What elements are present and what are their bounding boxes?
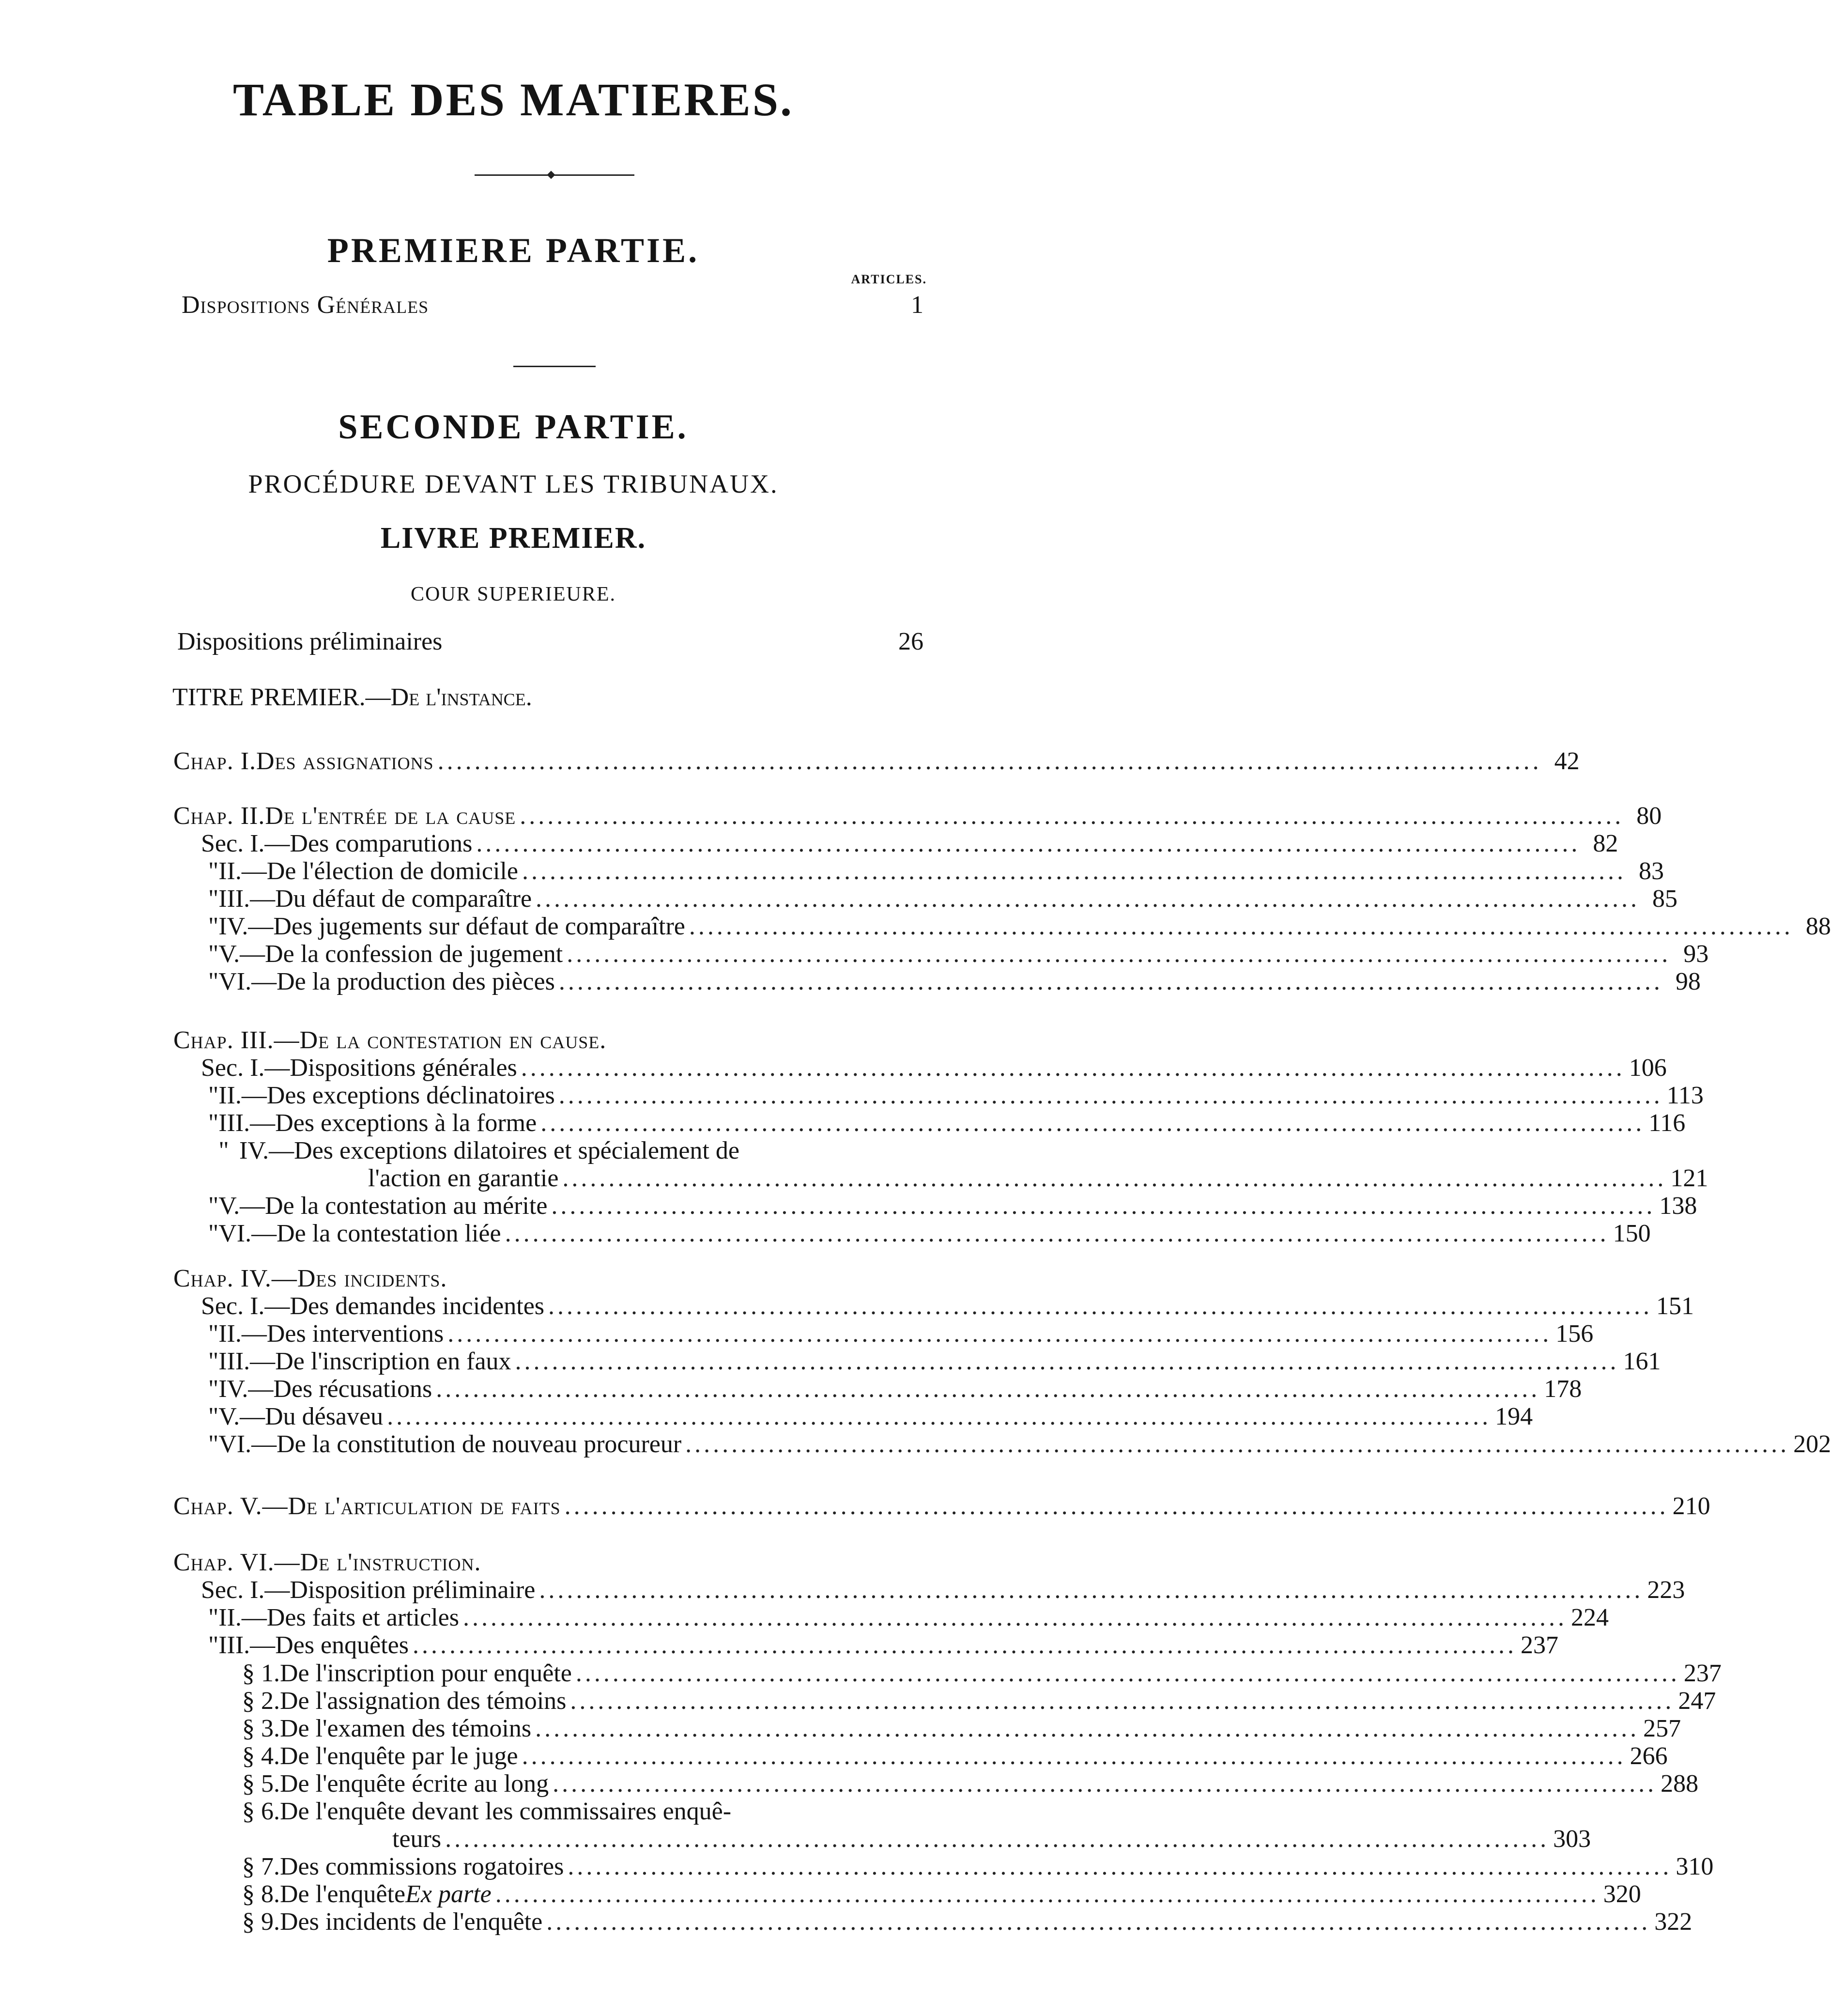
toc-row xyxy=(173,802,1662,831)
section-prefix: IV.— xyxy=(218,1375,274,1403)
section-text: De l'inscription en faux xyxy=(275,1348,511,1375)
paragraph-number: 257 xyxy=(1643,1715,1681,1742)
section-prefix: VI.— xyxy=(218,968,277,995)
section-prefix: III.— xyxy=(218,1109,276,1137)
ditto-mark: " xyxy=(208,885,219,913)
cour-heading: COUR SUPERIEURE. xyxy=(410,583,616,605)
leader-dots: ........................................................................................................................ xyxy=(539,1576,1644,1604)
section-prefix: III.— xyxy=(218,1348,276,1375)
section-prefix: VI.— xyxy=(218,1430,277,1458)
paragraph-text: De l'inscription pour enquête xyxy=(280,1659,572,1687)
toc-row xyxy=(208,1603,1609,1632)
entry-number: 26 xyxy=(898,628,923,655)
paragraph-text: De l'enquête devant les commissaires enquê- xyxy=(280,1798,732,1825)
leader-dots: ........................................................................................................................ xyxy=(437,747,1542,775)
paragraph-prefix: § 3. xyxy=(242,1715,280,1742)
section-number: 194 xyxy=(1495,1403,1533,1430)
leader-dots: ........................................................................................................................ xyxy=(568,1853,1672,1880)
ditto-mark: " xyxy=(208,1430,219,1458)
leader-dots: ........................................................................................................................ xyxy=(689,913,1793,940)
chapter-title: Des assignations xyxy=(256,747,434,775)
paragraph-number: 237 xyxy=(1683,1659,1722,1687)
divider-ornament xyxy=(547,171,555,179)
section-prefix: V.— xyxy=(218,940,265,968)
section-text: Des récusations xyxy=(273,1375,432,1403)
leader-dots: ........................................................................................................................ xyxy=(522,1742,1626,1770)
section-number: 88 xyxy=(1805,913,1831,940)
section-text: Des exceptions à la forme xyxy=(275,1109,537,1137)
chapter-label: Chap. III.— xyxy=(173,1026,300,1054)
part2-heading: SECONDE PARTIE. xyxy=(338,407,689,446)
section-text: Des exceptions dilatoires et spécialement de xyxy=(294,1137,739,1164)
paragraph-text: De l'enquête par le juge xyxy=(280,1742,518,1770)
leader-dots: ........................................................................................................................ xyxy=(546,1908,1651,1936)
toc-row xyxy=(242,1714,1681,1743)
toc-row xyxy=(208,1136,923,1165)
paragraph-prefix: § 4. xyxy=(242,1742,280,1770)
paragraph-text: De l'enquête écrite au long xyxy=(280,1770,549,1798)
section-text: Des jugements sur défaut de comparaître xyxy=(273,913,685,940)
section-prefix: VI.— xyxy=(218,1220,277,1247)
continuation-text: teurs xyxy=(392,1825,442,1853)
ditto-mark: " xyxy=(208,1109,219,1137)
ditto-mark: " xyxy=(208,968,219,995)
toc-row xyxy=(208,1192,1697,1221)
entry-label: Dispositions Générales xyxy=(182,291,429,319)
leader-dots: ........................................................................................................................ xyxy=(387,1403,1492,1430)
toc-row xyxy=(173,1026,923,1055)
section-number: 150 xyxy=(1613,1220,1651,1247)
toc-row xyxy=(173,1548,923,1577)
section-prefix: II.— xyxy=(218,1320,267,1348)
chapter-title: De l'entrée de la cause xyxy=(265,802,516,830)
paragraph-text: Des commissions rogatoires xyxy=(280,1853,564,1880)
leader-dots: ........................................................................................................................ xyxy=(520,802,1624,830)
toc-row xyxy=(201,1054,1667,1083)
toc-row xyxy=(173,1492,1710,1521)
section-number: 151 xyxy=(1656,1292,1694,1320)
toc-row xyxy=(208,967,1701,996)
leader-dots: ........................................................................................................................ xyxy=(685,1430,1790,1458)
toc-row xyxy=(242,1907,1693,1937)
paragraph-prefix: § 7. xyxy=(242,1853,280,1880)
ditto-mark: " xyxy=(208,1403,219,1430)
leader-dots: ........................................................................................................................ xyxy=(570,1687,1675,1715)
paragraph-number: 247 xyxy=(1678,1687,1716,1715)
section-prefix: IV.— xyxy=(239,1137,294,1164)
toc-row xyxy=(201,829,1618,858)
articles-column-label: ARTICLES. xyxy=(851,272,927,286)
section-number: 82 xyxy=(1593,830,1618,857)
leader-dots: ........................................................................................................................ xyxy=(436,1375,1540,1403)
section-text: Du désaveu xyxy=(265,1403,384,1430)
ditto-mark: " xyxy=(208,940,219,968)
section-number: 161 xyxy=(1623,1348,1661,1375)
paragraph-number: 322 xyxy=(1654,1908,1693,1936)
section-text: De l'élection de domicile xyxy=(266,857,518,885)
titre-main: TITRE PREMIER.— xyxy=(172,683,391,711)
chapter-label: Chap. IV.— xyxy=(173,1265,297,1292)
section-text: Des faits et articles xyxy=(266,1604,459,1631)
paragraph-number: 266 xyxy=(1630,1742,1668,1770)
toc-row xyxy=(242,1687,1716,1716)
entry-number: 1 xyxy=(911,291,923,319)
paragraph-number: 303 xyxy=(1553,1825,1591,1853)
section-number: 156 xyxy=(1555,1320,1594,1348)
leader-dots: ........................................................................................................................ xyxy=(445,1825,1550,1853)
leader-dots: ........................................................................................................................ xyxy=(535,1715,1640,1742)
chapter-title: De l'articulation de faits xyxy=(288,1492,561,1520)
section-number: 113 xyxy=(1666,1082,1704,1109)
leader-dots: ........................................................................................................................ xyxy=(522,857,1626,885)
section-number: 121 xyxy=(1670,1164,1708,1192)
page-title: TABLE DES MATIERES. xyxy=(232,74,794,125)
section-text: De la constitution de nouveau procureur xyxy=(277,1430,682,1458)
ditto-mark: " xyxy=(208,1348,219,1375)
toc-row xyxy=(242,1742,1668,1771)
chapter-title: Des incidents. xyxy=(297,1265,447,1292)
section-text: Des interventions xyxy=(266,1320,444,1348)
section-text: Des comparutions xyxy=(290,830,473,857)
paragraph-prefix: § 6. xyxy=(242,1798,280,1825)
toc-row xyxy=(173,1264,923,1293)
paragraph-prefix: § 1. xyxy=(242,1659,280,1687)
section-prefix: Sec. I.— xyxy=(201,1292,290,1320)
titre-sub: De l'instance. xyxy=(390,683,532,711)
leader-dots: ........................................................................................................................ xyxy=(447,1320,1552,1348)
toc-row xyxy=(208,1347,1661,1376)
leader-dots: ........................................................................................................................ xyxy=(562,1164,1667,1192)
toc-row xyxy=(208,1109,1686,1138)
section-text: De la confession de jugement xyxy=(265,940,563,968)
part1-heading: PREMIERE PARTIE. xyxy=(327,231,700,270)
titre-heading xyxy=(172,683,532,712)
section-prefix: II.— xyxy=(218,857,267,885)
paragraph-number: 320 xyxy=(1603,1880,1641,1908)
leader-dots: ........................................................................................................................ xyxy=(575,1659,1680,1687)
section-number: 98 xyxy=(1675,968,1701,995)
chapter-label: Chap. I. xyxy=(173,747,257,775)
section-number: 224 xyxy=(1570,1604,1609,1631)
toc-row xyxy=(208,1430,1831,1459)
toc-row xyxy=(208,940,1709,969)
toc-row xyxy=(208,1375,1582,1404)
paragraph-text: De l'assignation des témoins xyxy=(280,1687,567,1715)
paragraph-number: 310 xyxy=(1676,1853,1714,1880)
ditto-mark: " xyxy=(208,857,219,885)
section-text: De la production des pièces xyxy=(277,968,555,995)
ditto-mark: " xyxy=(208,1604,219,1631)
part2-subheading: PROCÉDURE DEVANT LES TRIBUNAUX. xyxy=(248,469,779,498)
leader-dots: ........................................................................................................................ xyxy=(567,940,1671,968)
section-text: Des enquêtes xyxy=(275,1631,409,1659)
section-prefix: V.— xyxy=(218,1403,265,1430)
toc-row xyxy=(201,1292,1694,1321)
leader-dots: ........................................................................................................................ xyxy=(495,1880,1600,1908)
leader-dots: ........................................................................................................................ xyxy=(548,1292,1653,1320)
ditto-mark: " xyxy=(208,913,219,940)
leader-dots: ........................................................................................................................ xyxy=(553,1770,1657,1798)
section-prefix: II.— xyxy=(218,1604,267,1631)
section-prefix: III.— xyxy=(218,885,276,913)
part-divider xyxy=(513,366,596,367)
ditto-mark: " xyxy=(208,1320,219,1348)
ditto-mark: " xyxy=(208,1631,219,1659)
chapter-title: De l'instruction. xyxy=(300,1549,481,1576)
leader-dots: ........................................................................................................................ xyxy=(564,1492,1669,1520)
section-text: Du défaut de comparaître xyxy=(275,885,532,913)
section-prefix: Sec. I.— xyxy=(201,1054,290,1082)
prelim-entry xyxy=(177,627,923,656)
paragraph-text: De l'examen des témoins xyxy=(280,1715,532,1742)
leader-dots: ........................................................................................................................ xyxy=(536,885,1640,913)
paragraph-prefix: § 9. xyxy=(242,1908,280,1936)
section-number: 116 xyxy=(1648,1109,1686,1137)
section-number: 138 xyxy=(1659,1192,1697,1220)
ditto-mark: " xyxy=(218,1137,229,1164)
chapter-label: Chap. V.— xyxy=(173,1492,288,1520)
livre-heading: LIVRE PREMIER. xyxy=(380,522,646,555)
toc-row xyxy=(201,1576,1685,1605)
chapter-number: 42 xyxy=(1554,747,1580,775)
toc-row xyxy=(208,912,1831,941)
ditto-mark: " xyxy=(208,1375,219,1403)
toc-row xyxy=(208,857,1664,886)
section-prefix: IV.— xyxy=(218,913,274,940)
section-text: De la contestation liée xyxy=(277,1220,501,1247)
continuation-text: l'action en garantie xyxy=(368,1164,559,1192)
toc-row xyxy=(242,1852,1714,1881)
toc-row xyxy=(208,1219,1651,1248)
leader-dots: ........................................................................................................................ xyxy=(515,1348,1619,1375)
entry-label: Dispositions préliminaires xyxy=(177,628,443,655)
leader-dots: ........................................................................................................................ xyxy=(462,1604,1567,1631)
section-prefix: V.— xyxy=(218,1192,265,1220)
ditto-mark: " xyxy=(208,1192,219,1220)
section-text: Des exceptions déclinatoires xyxy=(266,1082,555,1109)
toc-row xyxy=(242,1797,923,1826)
ditto-mark: " xyxy=(208,1082,219,1109)
chapter-label: Chap. VI.— xyxy=(173,1549,300,1576)
section-text: De la contestation au mérite xyxy=(265,1192,548,1220)
section-prefix: Sec. I.— xyxy=(201,1576,290,1604)
section-number: 93 xyxy=(1683,940,1709,968)
toc-row xyxy=(242,1880,1641,1909)
leader-dots: ........................................................................................................................ xyxy=(558,968,1663,995)
toc-row xyxy=(242,1769,1699,1799)
toc-row xyxy=(242,1659,1722,1688)
toc-row xyxy=(173,747,1580,776)
toc-row xyxy=(208,1081,1704,1110)
paragraph-text: Des incidents de l'enquête xyxy=(280,1908,543,1936)
part1-entry xyxy=(182,291,923,320)
section-prefix: Sec. I.— xyxy=(201,830,290,857)
toc-row xyxy=(208,884,1678,914)
toc-row xyxy=(368,1164,1708,1193)
chapter-number: 80 xyxy=(1636,802,1662,830)
section-text: Des demandes incidentes xyxy=(290,1292,545,1320)
section-number: 202 xyxy=(1793,1430,1831,1458)
leader-dots: ........................................................................................................................ xyxy=(521,1054,1625,1082)
toc-row xyxy=(392,1825,1591,1854)
toc-row xyxy=(208,1402,1533,1431)
section-number: 106 xyxy=(1629,1054,1667,1082)
section-number: 83 xyxy=(1638,857,1664,885)
section-number: 237 xyxy=(1520,1631,1558,1659)
section-number: 223 xyxy=(1647,1576,1685,1604)
toc-row xyxy=(208,1631,1558,1660)
section-text: Disposition préliminaire xyxy=(290,1576,536,1604)
chapter-number: 210 xyxy=(1672,1492,1710,1520)
chapter-title: De la contestation en cause. xyxy=(299,1026,607,1054)
leader-dots: ........................................................................................................................ xyxy=(476,830,1581,857)
leader-dots: ........................................................................................................................ xyxy=(558,1082,1663,1109)
leader-dots: ........................................................................................................................ xyxy=(505,1220,1609,1247)
chapter-label: Chap. II. xyxy=(173,802,265,830)
leader-dots: ........................................................................................................................ xyxy=(551,1192,1656,1220)
paragraph-prefix: § 5. xyxy=(242,1770,280,1798)
leader-dots: ........................................................................................................................ xyxy=(412,1631,1517,1659)
section-prefix: II.— xyxy=(218,1082,267,1109)
toc-row xyxy=(208,1319,1594,1349)
paragraph-prefix: § 2. xyxy=(242,1687,280,1715)
paragraph-number: 288 xyxy=(1661,1770,1699,1798)
section-text: Dispositions générales xyxy=(290,1054,517,1082)
leader-dots: ........................................................................................................................ xyxy=(540,1109,1645,1137)
section-number: 178 xyxy=(1544,1375,1582,1403)
section-number: 85 xyxy=(1652,885,1678,913)
section-prefix: III.— xyxy=(218,1631,276,1659)
paragraph-prefix: § 8. xyxy=(242,1880,280,1908)
paragraph-italic: Ex parte xyxy=(405,1880,492,1908)
ditto-mark: " xyxy=(208,1220,219,1247)
paragraph-text: De l'enquête xyxy=(280,1880,406,1908)
